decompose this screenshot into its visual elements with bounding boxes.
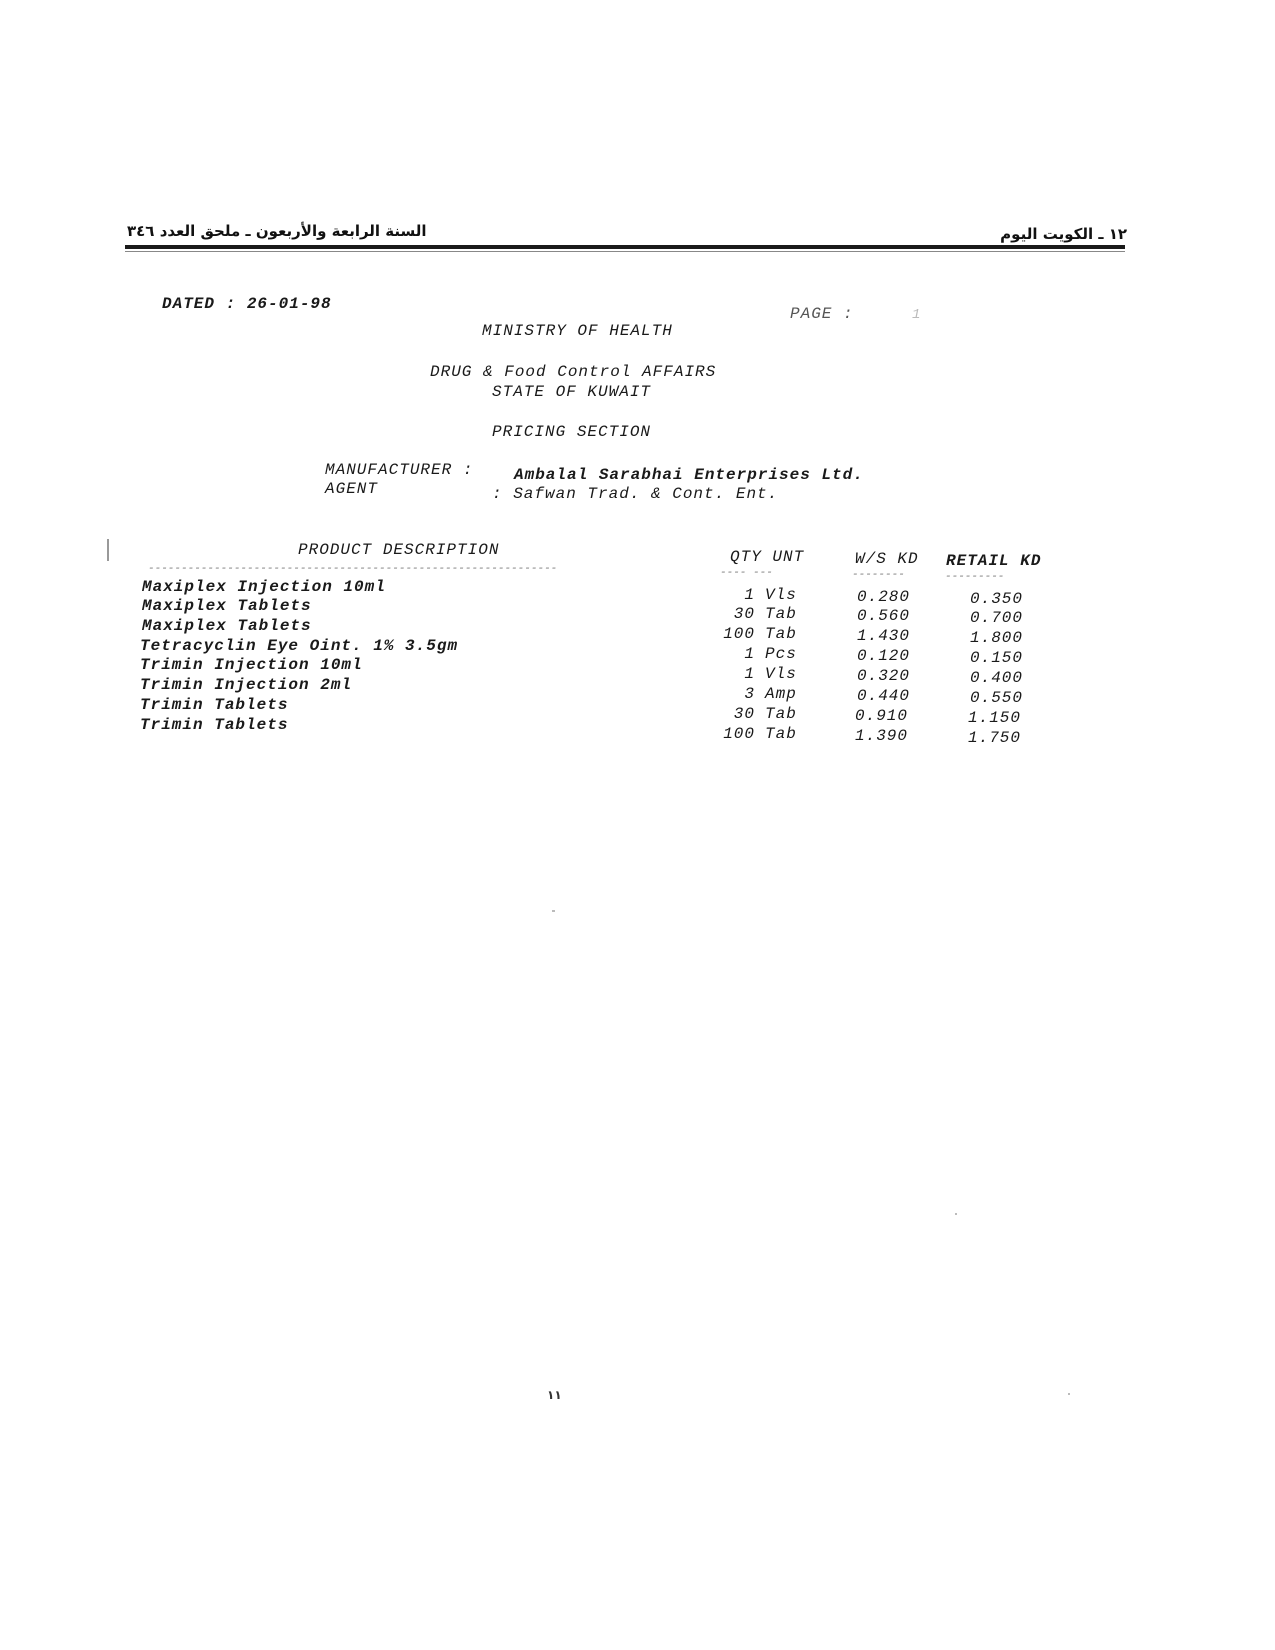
state-title: STATE OF KUWAIT [492, 383, 652, 401]
row-unit: Pcs [765, 645, 797, 663]
footer-page-number: ١١ [547, 1388, 562, 1402]
row-qty: 1 [744, 665, 755, 683]
row-unit: Tab [765, 705, 797, 723]
row-retail: 0.350 [970, 590, 1024, 608]
row-description: Maxiplex Tablets [142, 617, 312, 635]
row-retail: 1.150 [968, 709, 1022, 727]
row-description: Maxiplex Tablets [142, 597, 312, 615]
ministry-title: MINISTRY OF HEALTH [482, 322, 673, 340]
row-unit: Vls [765, 665, 797, 683]
section-title: PRICING SECTION [492, 423, 652, 441]
header-retail-kd: RETAIL KD [946, 552, 1042, 570]
ws-underline: -------- [852, 569, 905, 581]
row-unit: Vls [765, 586, 797, 604]
row-ws: 0.910 [855, 707, 909, 725]
header-qty-unit: QTY UNT [730, 548, 805, 566]
gazette-page-title: ١٢ ـ الكويت اليوم [1000, 225, 1127, 243]
row-qty: 30 [733, 605, 755, 623]
manufacturer-value: Ambalal Sarabhai Enterprises Ltd. [514, 466, 864, 484]
scan-speck [1068, 1393, 1070, 1395]
row-ws: 0.560 [857, 607, 911, 625]
header-rule-thin [125, 251, 1125, 252]
scan-speck [955, 1213, 957, 1215]
row-retail: 1.750 [968, 729, 1022, 747]
row-ws: 0.320 [857, 667, 911, 685]
agent-value: : Safwan Trad. & Cont. Ent. [492, 485, 779, 503]
scan-mark [107, 539, 109, 561]
row-qty: 1 [744, 645, 755, 663]
page-label: PAGE : [790, 305, 854, 323]
row-qty: 30 [733, 705, 755, 723]
header-ws-kd: W/S KD [855, 550, 919, 568]
retail-underline: --------- [945, 571, 1005, 583]
row-retail: 0.150 [970, 649, 1024, 667]
row-ws: 0.120 [857, 647, 911, 665]
scan-speck [552, 910, 555, 912]
row-qty: 1 [744, 586, 755, 604]
row-ws: 1.390 [855, 727, 909, 745]
row-retail: 0.700 [970, 609, 1024, 627]
row-ws: 0.280 [857, 588, 911, 606]
row-description: Trimin Injection 2ml [140, 676, 353, 694]
dated-line: DATED : 26-01-98 [162, 295, 332, 313]
row-description: Trimin Tablets [140, 696, 289, 714]
row-unit: Tab [765, 725, 797, 743]
gazette-issue-info: السنة الرابعة والأربعون ـ ملحق العدد ٣٤٦ [127, 222, 427, 240]
manufacturer-label: MANUFACTURER : [325, 461, 474, 479]
row-ws: 1.430 [857, 627, 911, 645]
header-product-description: PRODUCT DESCRIPTION [298, 541, 500, 559]
row-qty: 3 [744, 685, 755, 703]
department-title: DRUG & Food Control AFFAIRS [430, 363, 717, 381]
row-retail: 0.400 [970, 669, 1024, 687]
row-unit: Tab [765, 605, 797, 623]
row-retail: 1.800 [970, 629, 1024, 647]
row-retail: 0.550 [970, 689, 1024, 707]
qty-underline: ---- --- [720, 567, 773, 579]
row-unit: Amp [765, 685, 797, 703]
description-underline: -------------------------------------------------------------- [148, 563, 558, 575]
row-ws: 0.440 [857, 687, 911, 705]
row-unit: Tab [765, 625, 797, 643]
header-rule [125, 245, 1125, 249]
row-description: Maxiplex Injection 10ml [142, 578, 386, 596]
row-qty: 100 [723, 725, 755, 743]
row-description: Tetracyclin Eye Oint. 1% 3.5gm [140, 637, 459, 655]
page-value: 1 [912, 307, 922, 323]
row-qty: 100 [723, 625, 755, 643]
row-description: Trimin Tablets [140, 716, 289, 734]
row-description: Trimin Injection 10ml [140, 656, 363, 674]
agent-label: AGENT [325, 480, 379, 498]
